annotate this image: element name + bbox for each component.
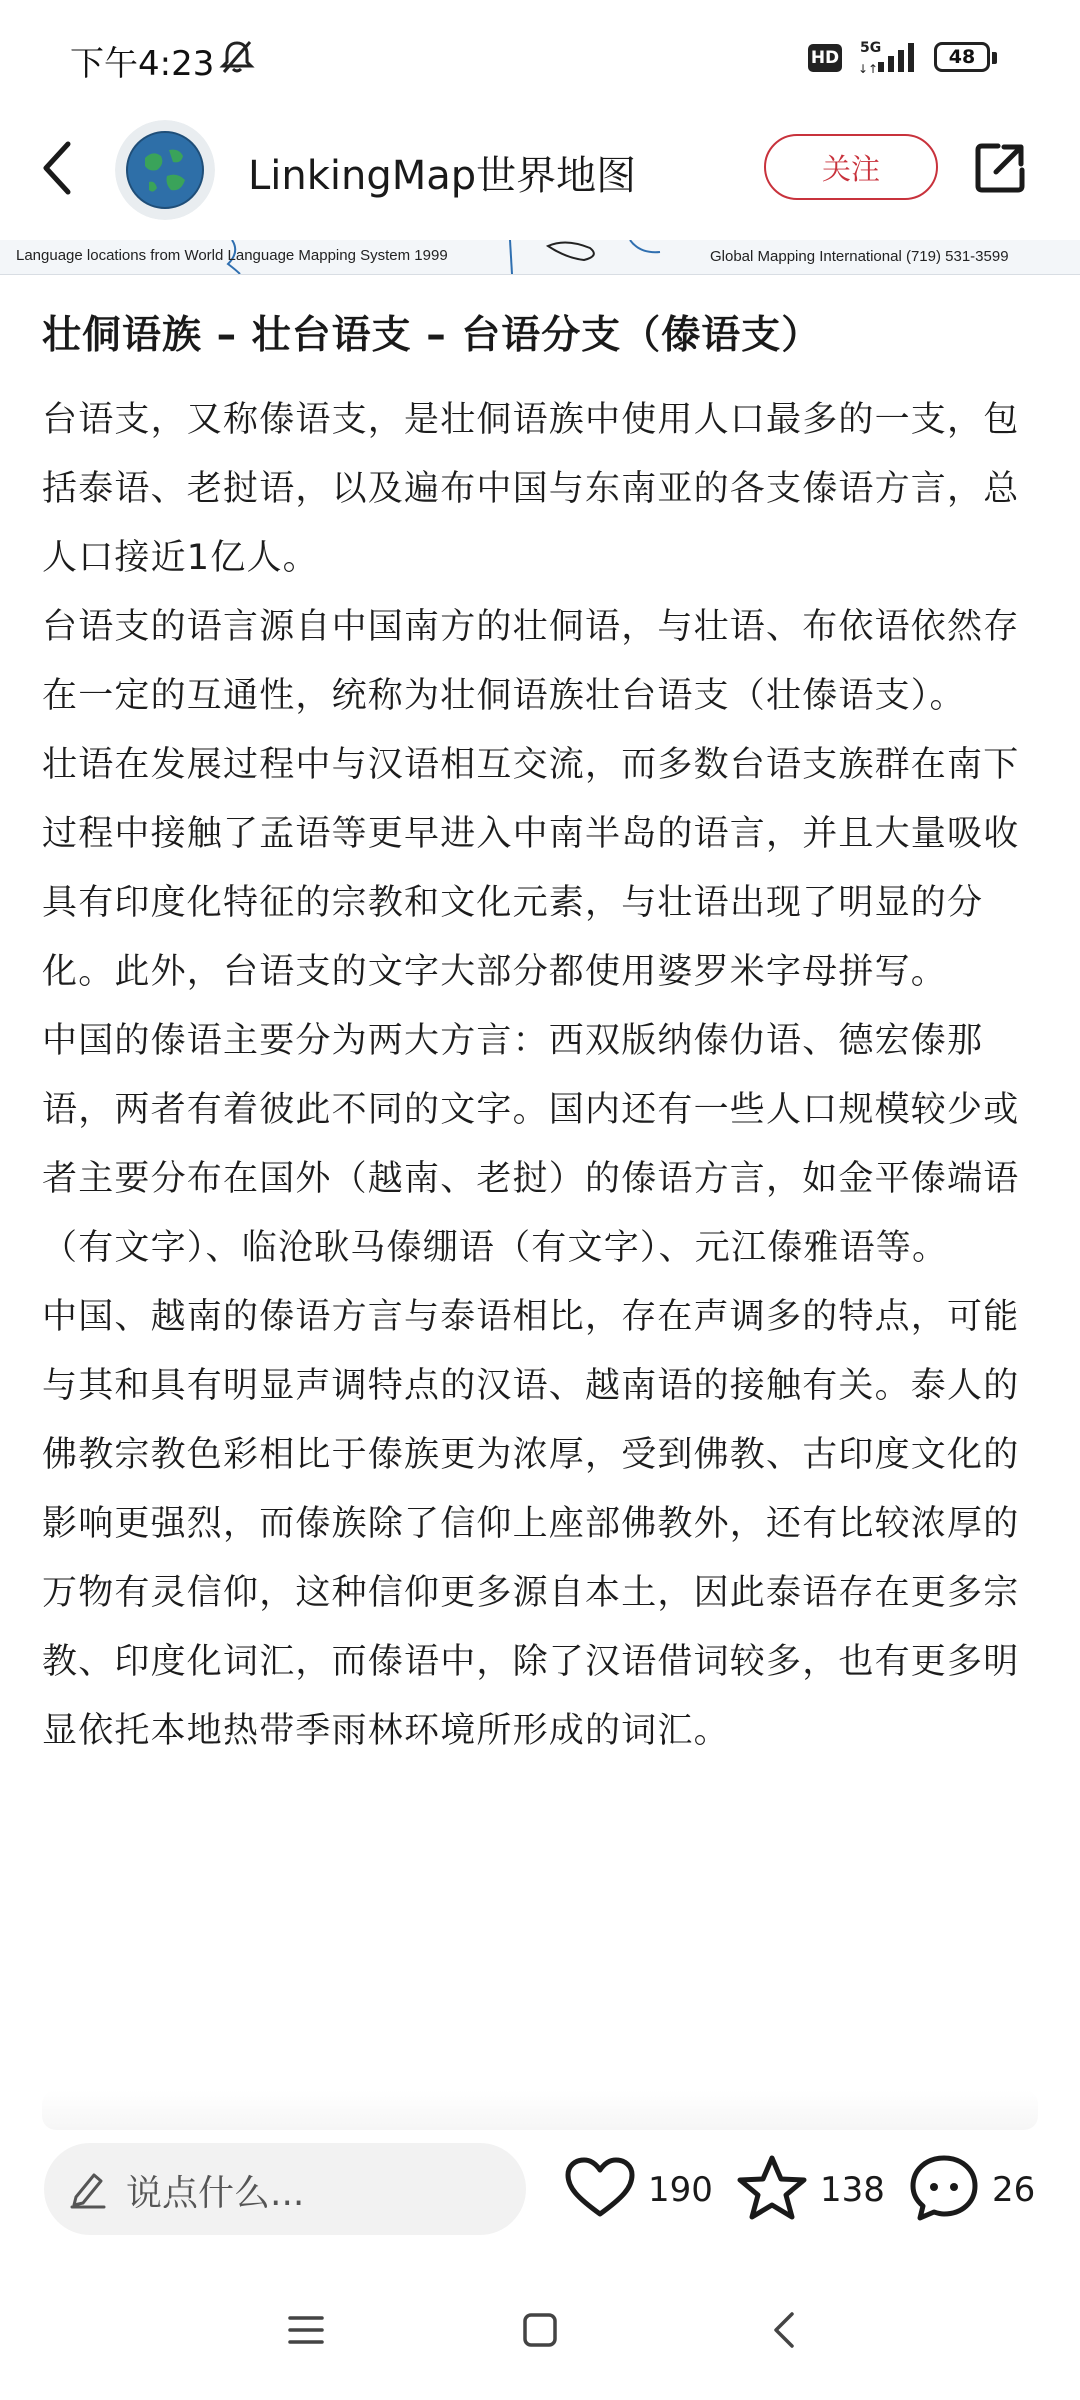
article-title: 壮侗语族 – 壮台语支 – 台语分支（傣语支） [42,313,822,358]
home-icon[interactable] [520,2310,560,2354]
network-type: 5G [860,40,882,56]
follow-button[interactable]: 关注 [764,134,938,200]
favorite-count: 138 [820,2170,885,2210]
share-icon[interactable] [972,140,1028,200]
signal-icon [876,40,922,78]
comment-button[interactable] [908,2145,1035,2235]
comment-placeholder: 说点什么... [126,2173,305,2214]
favorite-button[interactable] [736,2145,885,2235]
system-nav-bar [0,2290,1080,2400]
article-body [42,386,1042,1766]
content-fade [42,2090,1038,2130]
globe-avatar[interactable] [115,120,215,220]
article-paragraph: 中国的傣语主要分为两大方言：西双版纳傣仂语、德宏傣那语，两者有着彼此不同的文字。国内还有一些人口规模较少或者主要分布在国外（越南、老挝）的傣语方言，如金平傣端语（有文字）、临沧耿马傣绷语（有文字）、元江傣雅语等。 [42,1021,1020,1268]
status-bar [0,0,1080,120]
comment-bubble-icon [908,2153,980,2227]
battery-icon [934,42,990,72]
map-caption-right: Global Mapping International (719) 531-3599 [710,248,1009,265]
menu-icon[interactable] [286,2310,326,2354]
battery-level: 48 [948,46,976,68]
pencil-icon [68,2167,108,2213]
map-caption-left: Language locations from World Language Mapping System 1999 [16,247,448,264]
heart-icon [564,2156,636,2224]
battery-tip [992,52,997,64]
back-arrow-icon[interactable] [764,2308,804,2356]
article-paragraph: 台语支，又称傣语支，是壮侗语族中使用人口最多的一支，包括泰语、老挝语，以及遍布中国与东南亚的各支傣语方言，总人口接近1亿人。 [42,400,1020,578]
map-image-strip [0,240,1080,275]
network-arrows: ↓↑ [858,62,879,76]
header [0,120,1080,250]
channel-name[interactable]: LinkingMap世界地图 [248,153,637,199]
back-icon[interactable] [38,138,78,202]
comment-input[interactable] [44,2143,526,2235]
comment-count: 26 [992,2170,1036,2210]
like-button[interactable] [564,2145,713,2235]
status-time: 下午4:23 [70,44,215,84]
like-count: 190 [648,2170,713,2210]
action-bar [0,2135,1080,2265]
hd-badge: HD [808,44,842,72]
bell-muted-icon [218,38,256,80]
article-paragraph: 壮语在发展过程中与汉语相互交流，而多数台语支族群在南下过程中接触了孟语等更早进入中南半岛的语言，并且大量吸收具有印度化特征的宗教和文化元素，与壮语出现了明显的分化。此外，台语支的文字大部分都使用婆罗米字母拼写。 [42,745,1020,992]
article-paragraph: 中国、越南的傣语方言与泰语相比，存在声调多的特点，可能与其和具有明显声调特点的汉语、越南语的接触有关。泰人的佛教宗教色彩相比于傣族更为浓厚，受到佛教、古印度文化的影响更强烈，而傣族除了信仰上座部佛教外，还有比较浓厚的万物有灵信仰，这种信仰更多源自本土，因此泰语存在更多宗教、印度化词汇，而傣语中，除了汉语借词较多，也有更多明显依托本地热带季雨林环境所形成的词汇。 [42,1297,1020,1751]
star-icon [736,2154,808,2226]
article-paragraph: 台语支的语言源自中国南方的壮侗语，与壮语、布依语依然存在一定的互通性，统称为壮侗语族壮台语支（壮傣语支）。 [42,607,1020,716]
